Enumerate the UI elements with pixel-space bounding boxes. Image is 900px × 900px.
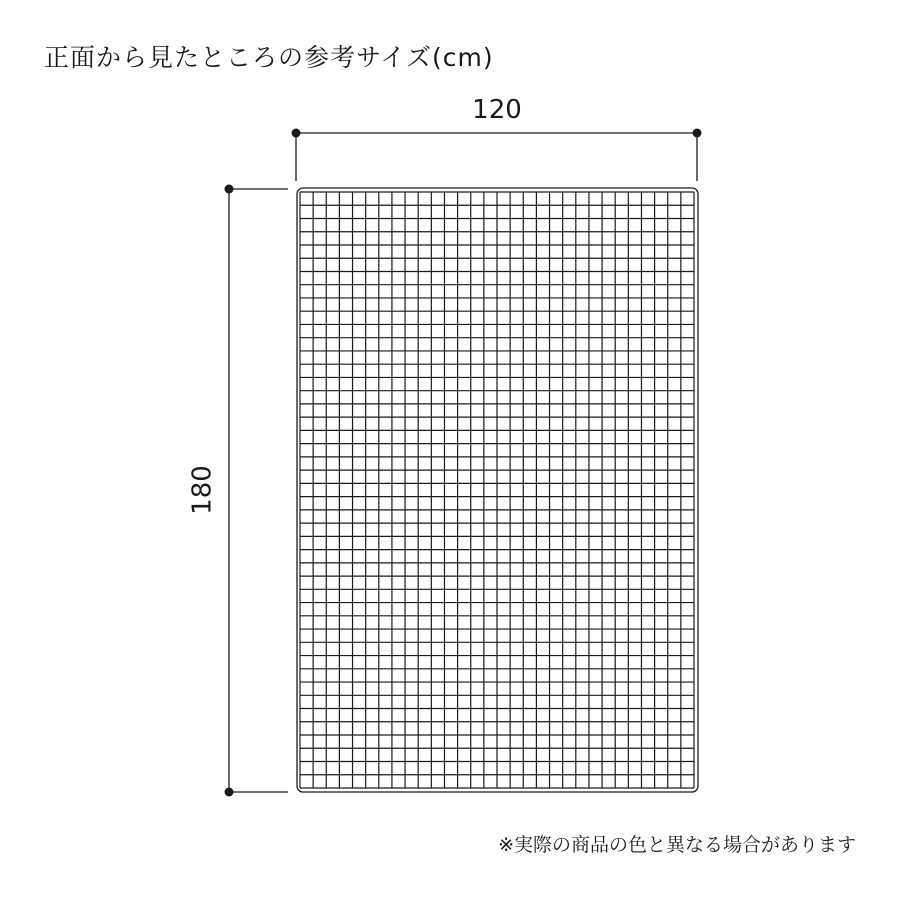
- width-endpoint-right: [693, 129, 702, 138]
- color-disclaimer-note: ※実際の商品の色と異なる場合があります: [498, 834, 856, 856]
- grid-panel: [297, 188, 698, 792]
- width-endpoint-left: [292, 129, 301, 138]
- width-label: 120: [472, 95, 522, 125]
- height-label: 180: [187, 465, 218, 515]
- page-title: 正面から見たところの参考サイズ(cm): [44, 43, 494, 72]
- height-endpoint-top: [225, 185, 234, 194]
- height-dimension: [188, 185, 289, 797]
- height-endpoint-bottom: [225, 788, 234, 797]
- width-dimension: [292, 95, 702, 181]
